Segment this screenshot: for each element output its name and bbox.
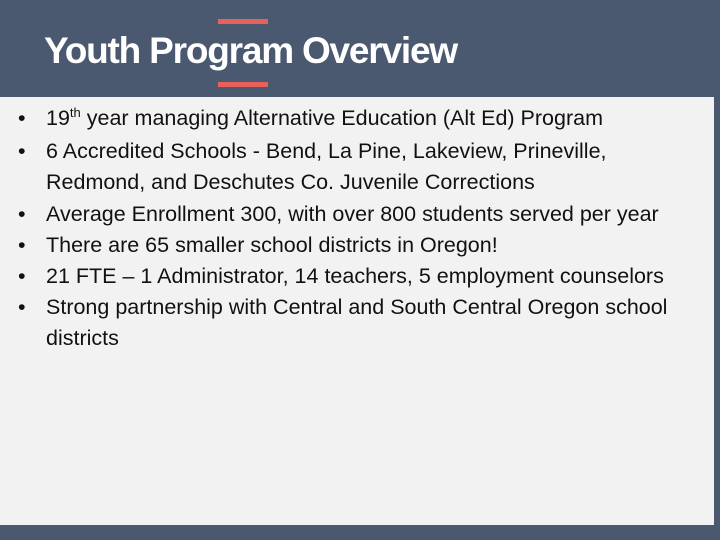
bullet-text: Strong partnership with Central and South Central Oregon school districts — [46, 295, 668, 351]
bullet-icon: • — [18, 106, 26, 130]
bullet-icon: • — [18, 264, 26, 289]
title-accent-top — [218, 19, 268, 24]
bullet-text-prefix: 19 — [46, 106, 70, 130]
bullet-item — [0, 103, 714, 136]
bullet-text: year managing Alternative Education (Alt Ed) Program — [80, 106, 604, 130]
bullet-item — [0, 199, 714, 230]
bullet-text: 21 FTE – 1 Administrator, 14 teachers, 5 employment counselors — [46, 264, 664, 289]
bullet-icon: • — [18, 201, 26, 226]
title-accent-bottom — [218, 82, 268, 87]
bullet-text: There are 65 smaller school districts in Oregon! — [46, 232, 498, 257]
bullet-text: Average Enrollment 300, with over 800 students served per year — [46, 201, 659, 226]
bullet-item — [0, 292, 714, 354]
bullet-icon: • — [18, 295, 26, 320]
bullet-list — [0, 103, 714, 355]
bullet-text: 6 Accredited Schools - Bend, La Pine, Lakeview, Prineville, Redmond, and Deschutes Co. Juvenile Corrections — [46, 139, 607, 195]
content-panel — [0, 97, 714, 525]
bullet-item — [0, 230, 714, 261]
slide-title: Youth Program Overview — [44, 30, 457, 71]
bullet-icon: • — [18, 139, 26, 164]
bullet-item — [0, 261, 714, 292]
bullet-icon: • — [18, 232, 26, 257]
bullet-item — [0, 136, 714, 198]
ordinal-superscript: th — [69, 105, 81, 120]
